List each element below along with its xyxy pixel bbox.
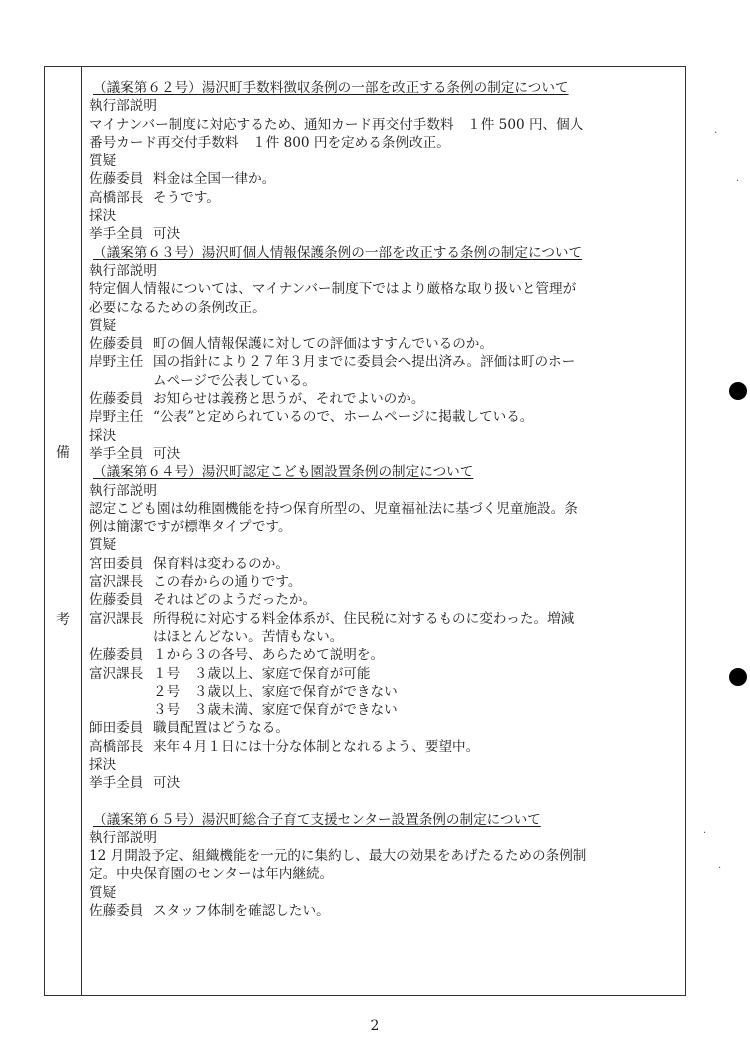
minutes-text-line: 質疑	[89, 537, 117, 554]
speaker-remark	[153, 902, 330, 920]
speaker-remark	[153, 353, 575, 390]
speaker-name: 佐藤委員	[89, 647, 144, 664]
punch-hole-dot	[729, 668, 747, 686]
remark-line: １から３の各号、あらためて説明を。	[153, 647, 385, 664]
remark-line: 可決	[153, 445, 181, 462]
speaker-remark	[153, 390, 424, 408]
minutes-text-line: 執行部説明	[89, 482, 157, 499]
speaker-remark	[153, 610, 574, 647]
remark-line: 町の個人情報保護に対しての評価はすすんでいるのか。	[153, 336, 493, 353]
qa-entry	[89, 189, 675, 207]
blank-line	[89, 793, 675, 811]
minutes-text-line: 定。中央保育園のセンターは年内継続。	[89, 866, 334, 883]
qa-entry	[89, 665, 675, 720]
speaker-name: 岸野主任	[89, 409, 144, 426]
speaker-name: 佐藤委員	[89, 592, 144, 609]
qa-entry	[89, 408, 675, 426]
speaker-name: 富沢課長	[89, 665, 144, 682]
bill-section	[89, 79, 675, 244]
qa-entry	[89, 335, 675, 353]
qa-entry	[89, 774, 675, 792]
side-label-ko: 考	[56, 612, 70, 628]
remark-line: 来年４月１日には十分な体制となれるよう、要望中。	[153, 738, 480, 755]
punch-hole-dot	[729, 382, 747, 400]
bill-section	[89, 463, 675, 810]
remark-line: 可決	[153, 775, 181, 792]
speaker-remark	[153, 225, 180, 243]
speaker-remark	[153, 170, 275, 188]
minutes-text-line: 採決	[89, 208, 117, 225]
remark-line: 国の指針により２７年３月までに委員会へ提出済み。評価は町のホー	[153, 354, 576, 371]
speaker-name: 佐藤委員	[89, 171, 144, 188]
qa-entry	[89, 353, 675, 390]
remark-line: 保育料は変わるのか。	[153, 555, 289, 572]
remark-line: スタッフ体制を確認したい。	[153, 903, 330, 920]
remark-line: 可決	[153, 226, 181, 243]
scan-mark: ·	[703, 828, 707, 839]
remark-line: 所得税に対応する料金体系が、住民税に対するものに変わった。増減	[153, 610, 575, 627]
qa-entry	[89, 719, 675, 737]
column-divider	[81, 67, 82, 995]
minutes-text-line: 質疑	[89, 884, 117, 901]
minutes-text-line: 例は簡潔ですが標準タイプです。	[89, 519, 292, 536]
speaker-name: 富沢課長	[89, 610, 144, 627]
speaker-remark	[153, 774, 180, 792]
minutes-text-line: 認定こども園は幼稚園機能を持つ保育所型の、児童福祉法に基づく児童施設。条	[89, 500, 578, 517]
qa-entry	[89, 445, 675, 463]
speaker-remark	[153, 646, 384, 664]
qa-entry	[89, 555, 675, 573]
qa-entry	[89, 573, 675, 591]
remark-line: ３号 ３歳未満、家庭で保育ができない	[153, 702, 398, 719]
remark-line: ムページで公表している。	[153, 372, 316, 389]
speaker-remark	[153, 408, 533, 426]
speaker-remark	[153, 738, 479, 756]
minutes-text-line: 特定個人情報については、マイナンバー制度下ではより厳格な取り扱いと管理が	[89, 281, 577, 298]
qa-entry	[89, 738, 675, 756]
bill-section	[89, 811, 675, 921]
scan-mark: ·	[714, 128, 718, 139]
remark-line: １号 ３歳以上、家庭で保育が可能	[153, 665, 371, 682]
qa-entry	[89, 170, 675, 188]
remark-line: はほとんどない。苦情もない。	[153, 628, 344, 645]
remark-line: この春からの通りです。	[153, 574, 302, 591]
minutes-frame	[44, 66, 686, 996]
speaker-remark	[153, 591, 316, 609]
qa-entry	[89, 646, 675, 664]
qa-entry	[89, 591, 675, 609]
speaker-name: 挙手全員	[89, 226, 144, 243]
scan-mark: ·	[736, 176, 740, 187]
minutes-text-line: 番号カード再交付手数料 １件 800 円を定める条例改正。	[89, 134, 450, 151]
speaker-name: 富沢課長	[89, 574, 144, 591]
remark-line: それはどのようだったか。	[153, 592, 317, 609]
scan-mark: ·	[718, 863, 722, 874]
minutes-text-line: 執行部説明	[89, 262, 157, 279]
minutes-text-line: 必要になるための条例改正。	[89, 299, 266, 316]
remark-line: “公表”と定められているので、ホームページに掲載している。	[153, 409, 534, 426]
speaker-remark	[153, 555, 289, 573]
speaker-name: 高橋部長	[89, 189, 144, 206]
qa-entry	[89, 390, 675, 408]
speaker-name: 挙手全員	[89, 775, 144, 792]
remark-line: 職員配置はどうなる。	[153, 720, 289, 737]
speaker-remark	[153, 445, 180, 463]
minutes-text-line: 執行部説明	[89, 98, 157, 115]
side-label-bi: 備	[56, 445, 70, 461]
remark-line: そうです。	[153, 189, 220, 206]
bill-section	[89, 244, 675, 464]
speaker-name: 宮田委員	[89, 555, 144, 572]
minutes-text-line: 執行部説明	[89, 829, 157, 846]
minutes-text-line: 採決	[89, 756, 117, 773]
bill-title: （議案第６２号）湯沢町手数料徴収条例の一部を改正する条例の制定について	[93, 80, 569, 96]
speaker-remark	[153, 665, 398, 720]
minutes-text-line: 採決	[89, 427, 117, 444]
speaker-remark	[153, 573, 301, 591]
speaker-name: 岸野主任	[89, 354, 144, 371]
remark-line: ２号 ３歳以上、家庭で保育ができない	[153, 683, 398, 700]
minutes-text-line: 質疑	[89, 153, 117, 170]
speaker-name: 佐藤委員	[89, 391, 144, 408]
speaker-remark	[153, 189, 220, 207]
minutes-text-line: 質疑	[89, 317, 117, 334]
remark-line: お知らせは義務と思うが、それでよいのか。	[153, 391, 425, 408]
speaker-remark	[153, 335, 493, 353]
minutes-content	[89, 79, 675, 920]
qa-entry	[89, 225, 675, 243]
minutes-text-line: マイナンバー制度に対応するため、通知カード再交付手数料 １件 500 円、個人	[89, 116, 584, 133]
speaker-remark	[153, 719, 289, 737]
minutes-text-line: 12 月開設予定、組織機能を一元的に集約し、最大の効果をあげたるための条例制	[89, 848, 587, 865]
speaker-name: 高橋部長	[89, 738, 144, 755]
bill-title: （議案第６３号）湯沢町個人情報保護条例の一部を改正する条例の制定について	[93, 244, 583, 261]
qa-entry	[89, 610, 675, 647]
speaker-name: 師田委員	[89, 720, 144, 737]
speaker-name: 佐藤委員	[89, 903, 144, 920]
speaker-name: 挙手全員	[89, 445, 144, 462]
remark-line: 料金は全国一律か。	[153, 171, 276, 188]
page-number: 2	[370, 1018, 380, 1034]
bill-title: （議案第６５号）湯沢町総合子育て支援センター設置条例の制定について	[93, 811, 541, 828]
speaker-name: 佐藤委員	[89, 336, 144, 353]
qa-entry	[89, 902, 675, 920]
bill-title: （議案第６４号）湯沢町認定こども園設置条例の制定について	[93, 464, 474, 481]
